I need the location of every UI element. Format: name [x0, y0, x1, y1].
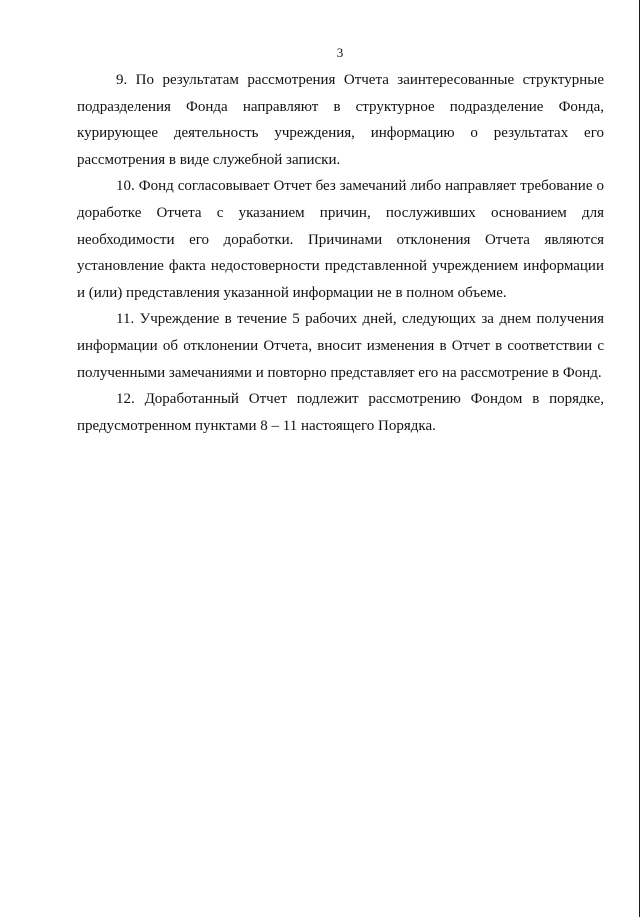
paragraph-11: 11. Учреждение в течение 5 рабочих дней, следующих за днем получения информации об отклонении Отчета, вносит изменения в Отчет в соответствии с полученными замечаниями и повторно представляет его на рассмотрение в Фонд. — [77, 311, 604, 381]
paragraph-9: 9. По результатам рассмотрения Отчета заинтересованные структурные подразделения Фонда направляют в структурное подразделение Фонда, курирующее деятельность учреждения, информацию о результатах его рассмотрения в виде служебной записки. — [77, 72, 604, 168]
paragraph-12: 12. Доработанный Отчет подлежит рассмотрению Фондом в порядке, предусмотренном пунктами 8 – 11 настоящего Порядка. — [77, 391, 604, 434]
paragraph-10: 10. Фонд согласовывает Отчет без замечаний либо направляет требование о доработке Отчета с указанием причин, послуживших основанием для необходимости его доработки. Причинами отклонения Отчета являются установление факта недостоверности представленной учреждением информации и (или) представления указанной информации не в полном объеме. — [77, 178, 604, 301]
document-body — [77, 67, 604, 439]
page-number: 3 — [336, 45, 344, 60]
